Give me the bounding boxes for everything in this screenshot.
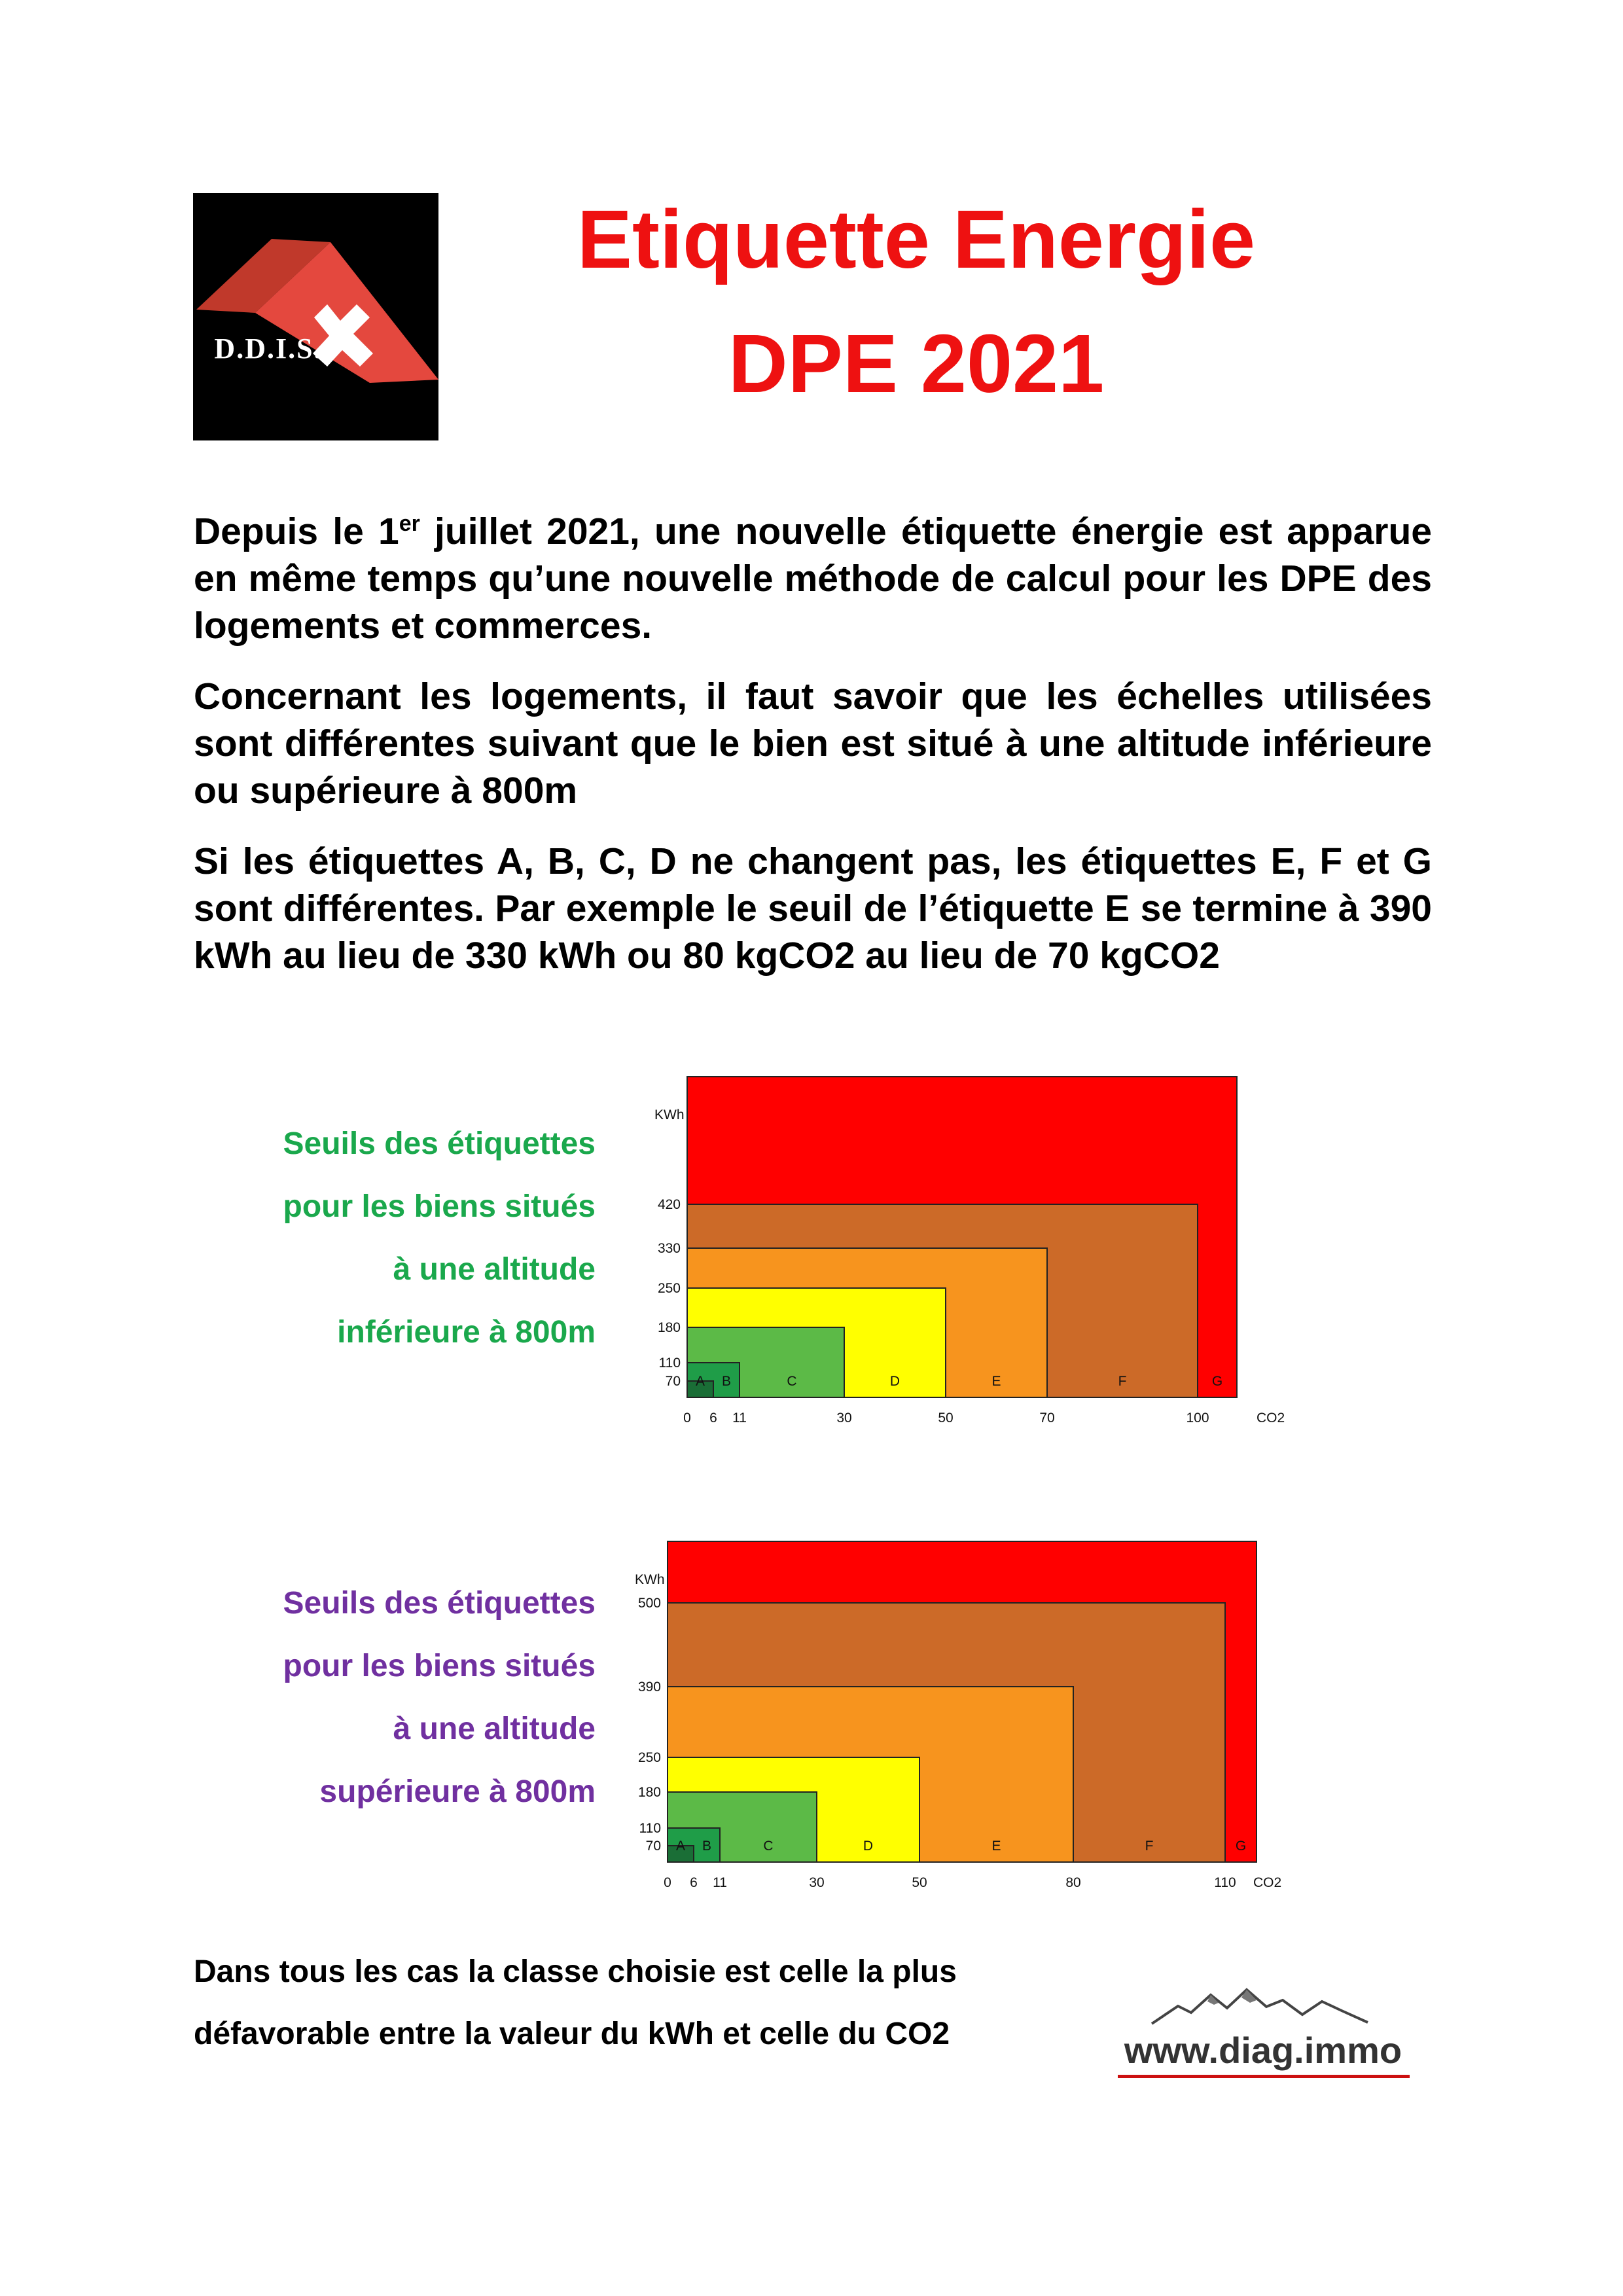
- x-tick-label: 30: [836, 1410, 852, 1426]
- class-label: A: [675, 1839, 686, 1854]
- y-axis-label: KWh: [654, 1107, 685, 1122]
- page-subtitle: DPE 2021: [728, 317, 1105, 410]
- class-label: F: [1118, 1374, 1127, 1389]
- class-label: D: [889, 1374, 901, 1389]
- x-tick-label: 100: [1186, 1410, 1209, 1426]
- y-axis-label: KWh: [635, 1572, 665, 1587]
- intro-paragraph-1: [194, 508, 1432, 649]
- class-label: A: [695, 1374, 705, 1389]
- x-tick-label: 50: [912, 1875, 927, 1890]
- diag-immo-logo: [1106, 1977, 1420, 2081]
- class-label: B: [721, 1374, 732, 1389]
- y-tick-label: 330: [657, 1241, 681, 1256]
- class-label: G: [1235, 1839, 1247, 1854]
- x-tick-label: 110: [1214, 1875, 1236, 1890]
- x-tick-label: 0: [683, 1410, 691, 1426]
- chart-high-altitude: [628, 1535, 1309, 1914]
- y-tick-label: 110: [639, 1821, 661, 1836]
- caption-line: supérieure à 800m: [319, 1774, 596, 1809]
- intro-superscript: er: [399, 511, 420, 536]
- x-tick-label: 50: [938, 1410, 954, 1426]
- diag-underline: [1118, 2075, 1410, 2078]
- caption-line: pour les biens situés: [283, 1649, 596, 1683]
- class-label: B: [702, 1839, 712, 1854]
- y-tick-label: 420: [657, 1197, 681, 1212]
- caption-line: inférieure à 800m: [337, 1315, 596, 1350]
- x-tick-label: 30: [809, 1875, 825, 1890]
- x-axis-label: CO2: [1257, 1410, 1285, 1426]
- x-tick-label: 11: [713, 1875, 727, 1890]
- y-tick-label: 180: [637, 1785, 661, 1800]
- x-tick-label: 0: [664, 1875, 671, 1890]
- intro-text: juillet 2021, une nouvelle étiquette énergie est apparue en même temps qu’une nouvelle méthode de calcul pour les DPE des logements et commerces.: [194, 511, 1432, 647]
- roof-cross-icon: [193, 193, 438, 440]
- mountains-icon: [1106, 1977, 1420, 2029]
- high-altitude-caption: [190, 1572, 596, 1823]
- caption-line: à une altitude: [393, 1252, 596, 1287]
- page-title: Etiquette Energie: [577, 193, 1256, 285]
- ddis-logo: [193, 193, 438, 440]
- class-label: G: [1211, 1374, 1223, 1389]
- intro-text: Depuis le 1: [194, 511, 399, 552]
- x-axis-label: CO2: [1253, 1875, 1282, 1890]
- y-tick-label: 110: [658, 1355, 681, 1371]
- caption-line: à une altitude: [393, 1712, 596, 1746]
- y-tick-label: 250: [637, 1750, 661, 1765]
- y-tick-label: 180: [657, 1320, 681, 1335]
- class-label: F: [1145, 1839, 1154, 1854]
- y-tick-label: 250: [657, 1281, 681, 1296]
- low-altitude-caption: [190, 1113, 596, 1364]
- caption-line: Seuils des étiquettes: [283, 1126, 596, 1161]
- x-tick-label: 6: [709, 1410, 717, 1426]
- intro-paragraph-2: Concernant les logements, il faut savoir que les échelles utilisées sont différentes suivant que le bien est situé à une altitude inférieure ou supérieure à 800m: [194, 675, 1432, 812]
- caption-line: pour les biens situés: [283, 1189, 596, 1224]
- y-tick-label: 70: [665, 1374, 681, 1389]
- x-tick-label: 6: [690, 1875, 698, 1890]
- class-label: D: [863, 1839, 874, 1854]
- diag-url: www.diag.immo: [1124, 2030, 1402, 2071]
- x-tick-label: 80: [1065, 1875, 1081, 1890]
- chart-low-altitude: [648, 1067, 1329, 1446]
- class-label: E: [991, 1374, 1001, 1389]
- x-tick-label: 70: [1039, 1410, 1055, 1426]
- class-label: C: [787, 1374, 797, 1389]
- y-tick-label: 70: [645, 1839, 661, 1854]
- x-tick-label: 11: [732, 1410, 747, 1426]
- y-tick-label: 500: [637, 1596, 661, 1611]
- class-label: E: [991, 1839, 1001, 1854]
- y-tick-label: 390: [637, 1679, 661, 1695]
- logo-text: D.D.I.S.: [214, 332, 323, 365]
- caption-line: Seuils des étiquettes: [283, 1586, 596, 1621]
- footer-line-1: Dans tous les cas la classe choisie est celle la plus: [194, 1954, 957, 1989]
- footer-line-2: défavorable entre la valeur du kWh et celle du CO2: [194, 2017, 950, 2051]
- intro-paragraph-3: Si les étiquettes A, B, C, D ne changent pas, les étiquettes E, F et G sont différentes. Par exemple le seuil de l’étiquette E se termine à 390 kWh au lieu de 330 kWh ou 80 kgCO2 au lieu de 70 kgCO2: [194, 840, 1432, 977]
- class-label: C: [763, 1839, 774, 1854]
